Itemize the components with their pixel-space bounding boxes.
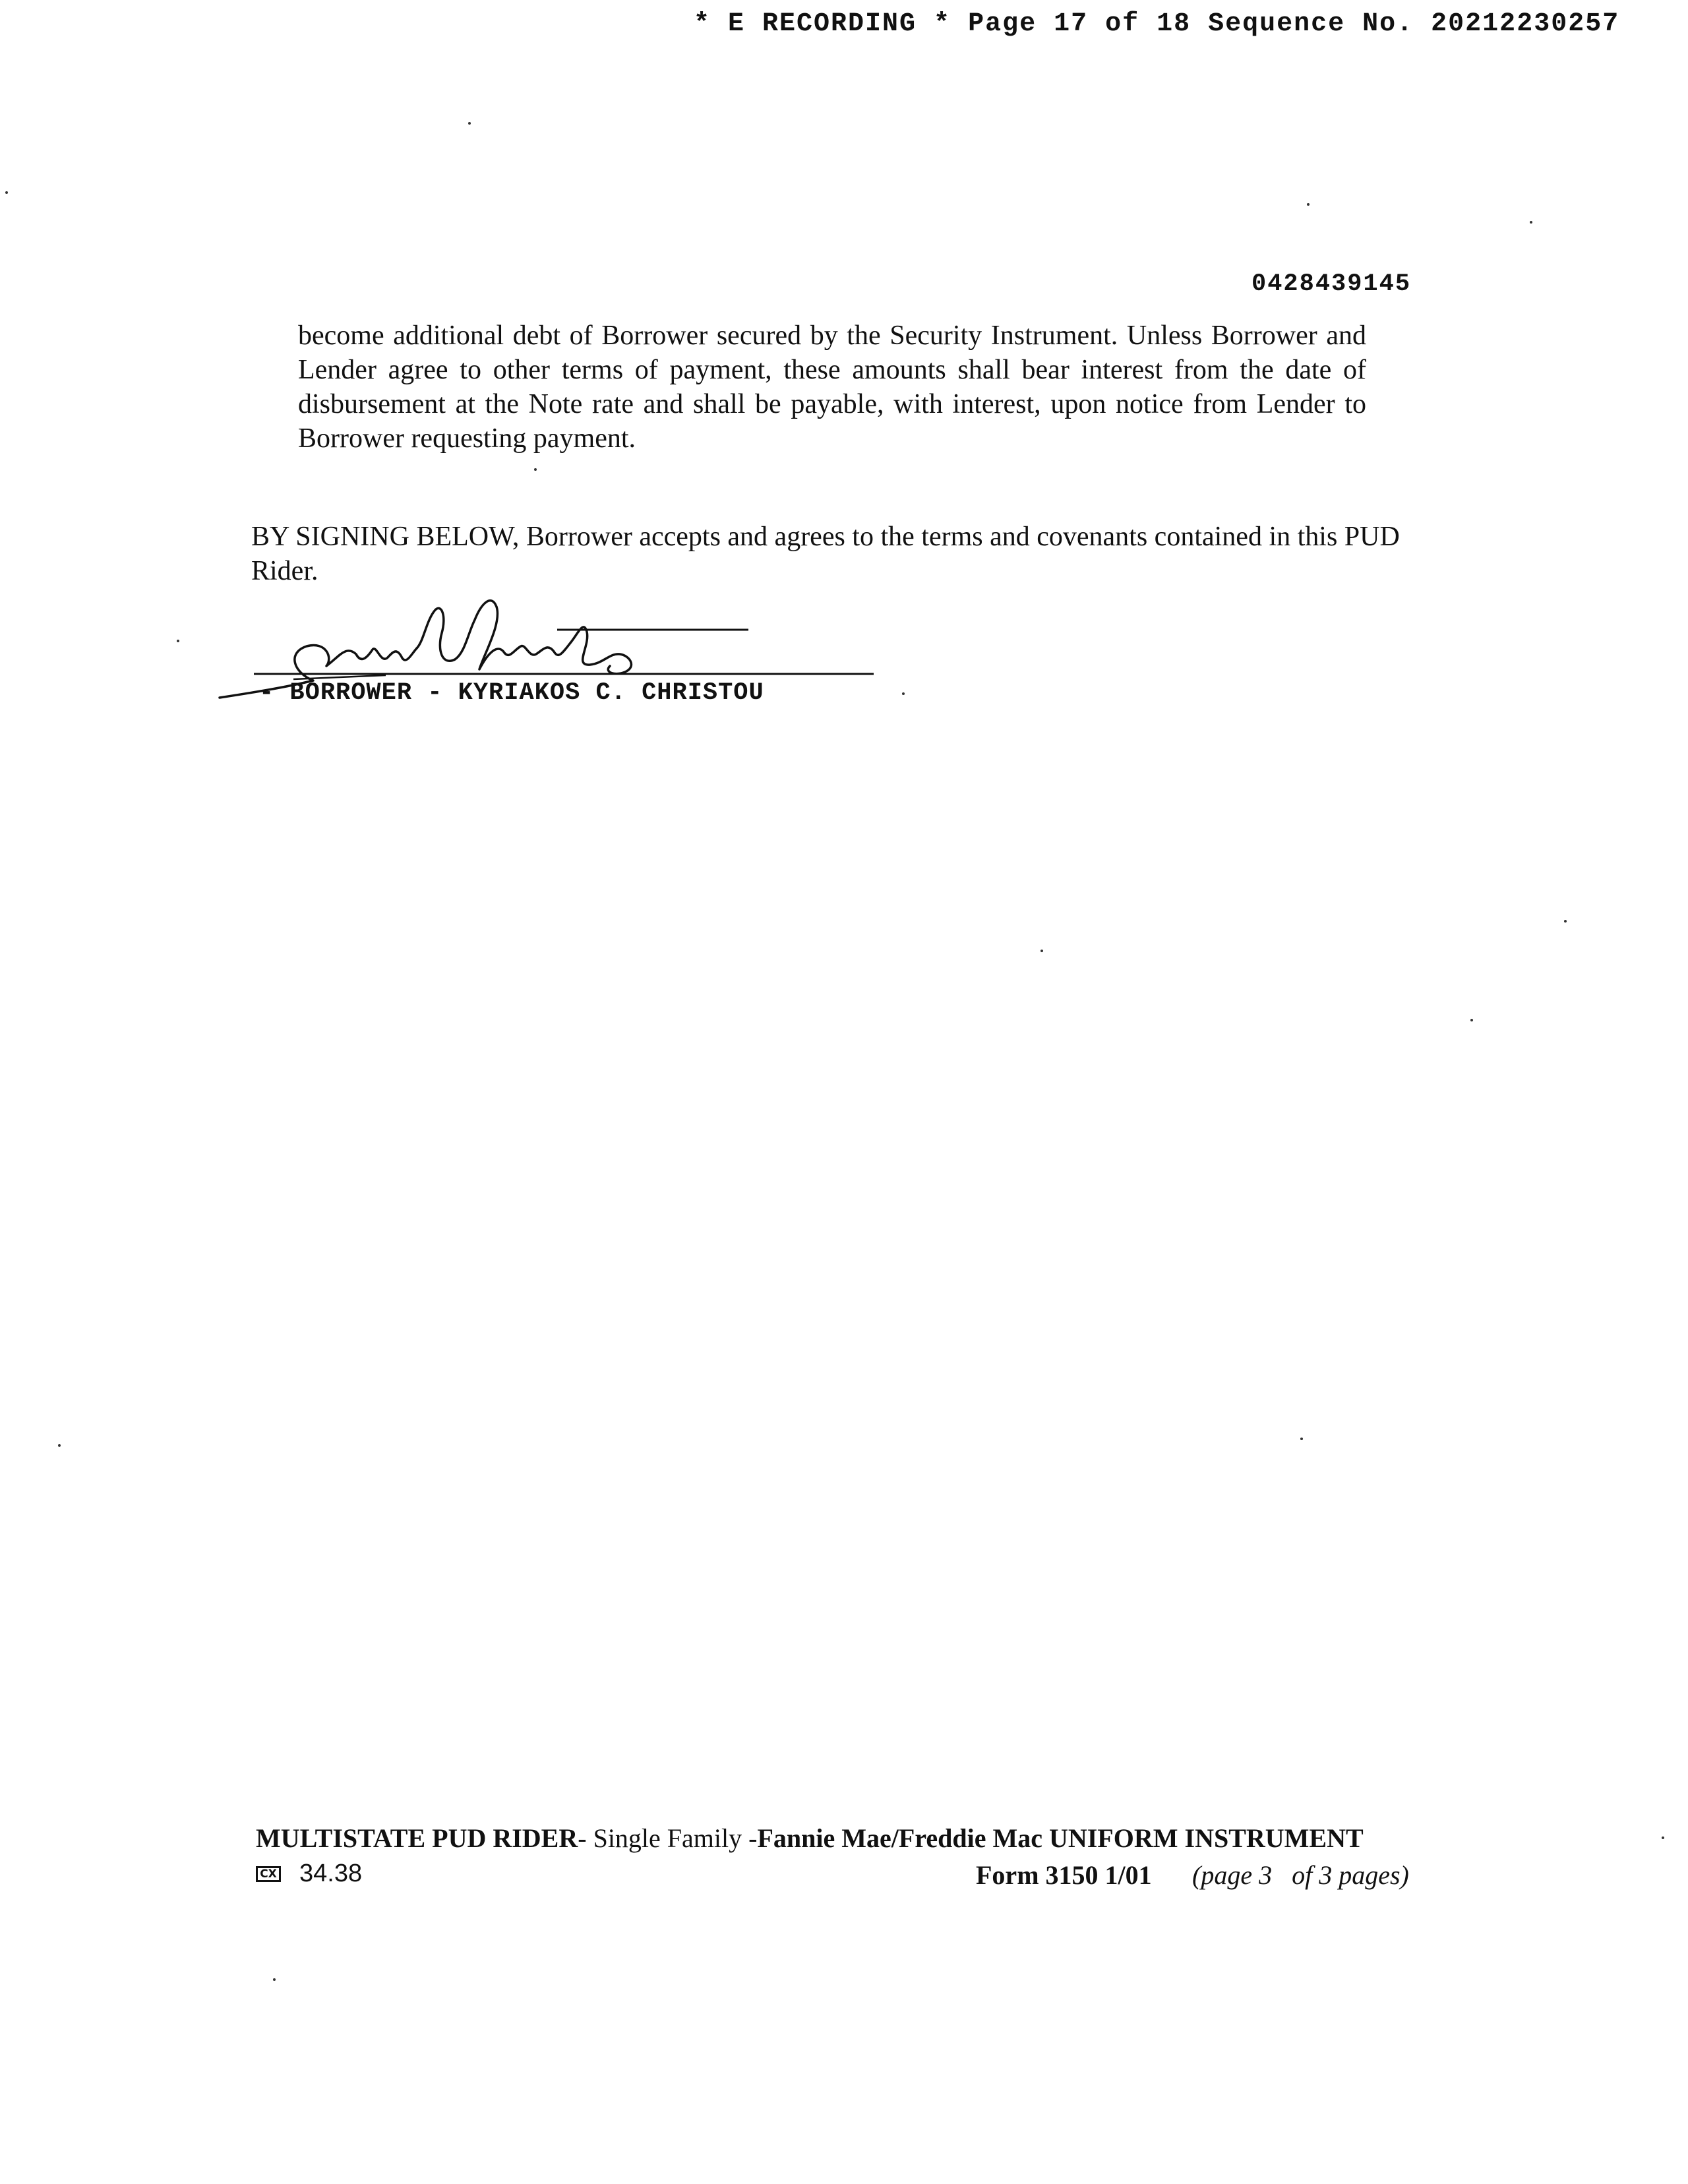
scan-speck <box>1662 1836 1664 1839</box>
form-title-bold-2: Fannie Mae/Freddie Mac UNIFORM INSTRUMENT <box>757 1823 1364 1853</box>
cx-logo-icon: CX <box>256 1866 281 1882</box>
rider-continuation-paragraph: become additional debt of Borrower secured by the Security Instrument. Unless Borrower and Lender agree to other terms of payment, these amounts shall bear interest from the date of disbursement at the Note rate and shall be payable, with interest, upon notice from Lender to Borrower requesting payment. <box>298 320 1366 454</box>
scan-speck <box>1470 1019 1473 1021</box>
scan-speck <box>1564 920 1567 923</box>
scan-speck <box>902 692 905 695</box>
scan-speck <box>177 640 179 642</box>
form-id: Form 3150 1/01 <box>976 1860 1152 1890</box>
form-footer <box>256 1860 1416 1896</box>
scan-speck <box>1307 203 1310 206</box>
recording-stamp: * E RECORDING * Page 17 of 18 Sequence No. 20212230257 <box>694 9 1620 39</box>
signing-statement-paragraph: BY SIGNING BELOW, Borrower accepts and agrees to the terms and covenants contained in this PUD Rider. <box>251 522 1400 586</box>
scan-speck <box>58 1444 61 1447</box>
loan-number: 0428439145 <box>1251 270 1412 298</box>
form-title <box>256 1823 1364 1854</box>
scan-speck <box>1530 221 1532 224</box>
form-title-bold: MULTISTATE PUD RIDER <box>256 1823 578 1853</box>
scan-speck <box>1300 1438 1303 1440</box>
scan-speck <box>1040 950 1043 952</box>
form-title-normal: - Single Family - <box>578 1823 758 1853</box>
borrower-name-label: - BORROWER - KYRIAKOS C. CHRISTOU <box>259 679 764 707</box>
page-count: (page 3 of 3 pages) <box>1192 1860 1409 1890</box>
scan-speck <box>468 122 471 125</box>
scan-speck <box>273 1978 276 1981</box>
form-code: 34.38 <box>299 1860 363 1887</box>
scan-speck <box>534 468 537 471</box>
scan-speck <box>5 191 8 194</box>
